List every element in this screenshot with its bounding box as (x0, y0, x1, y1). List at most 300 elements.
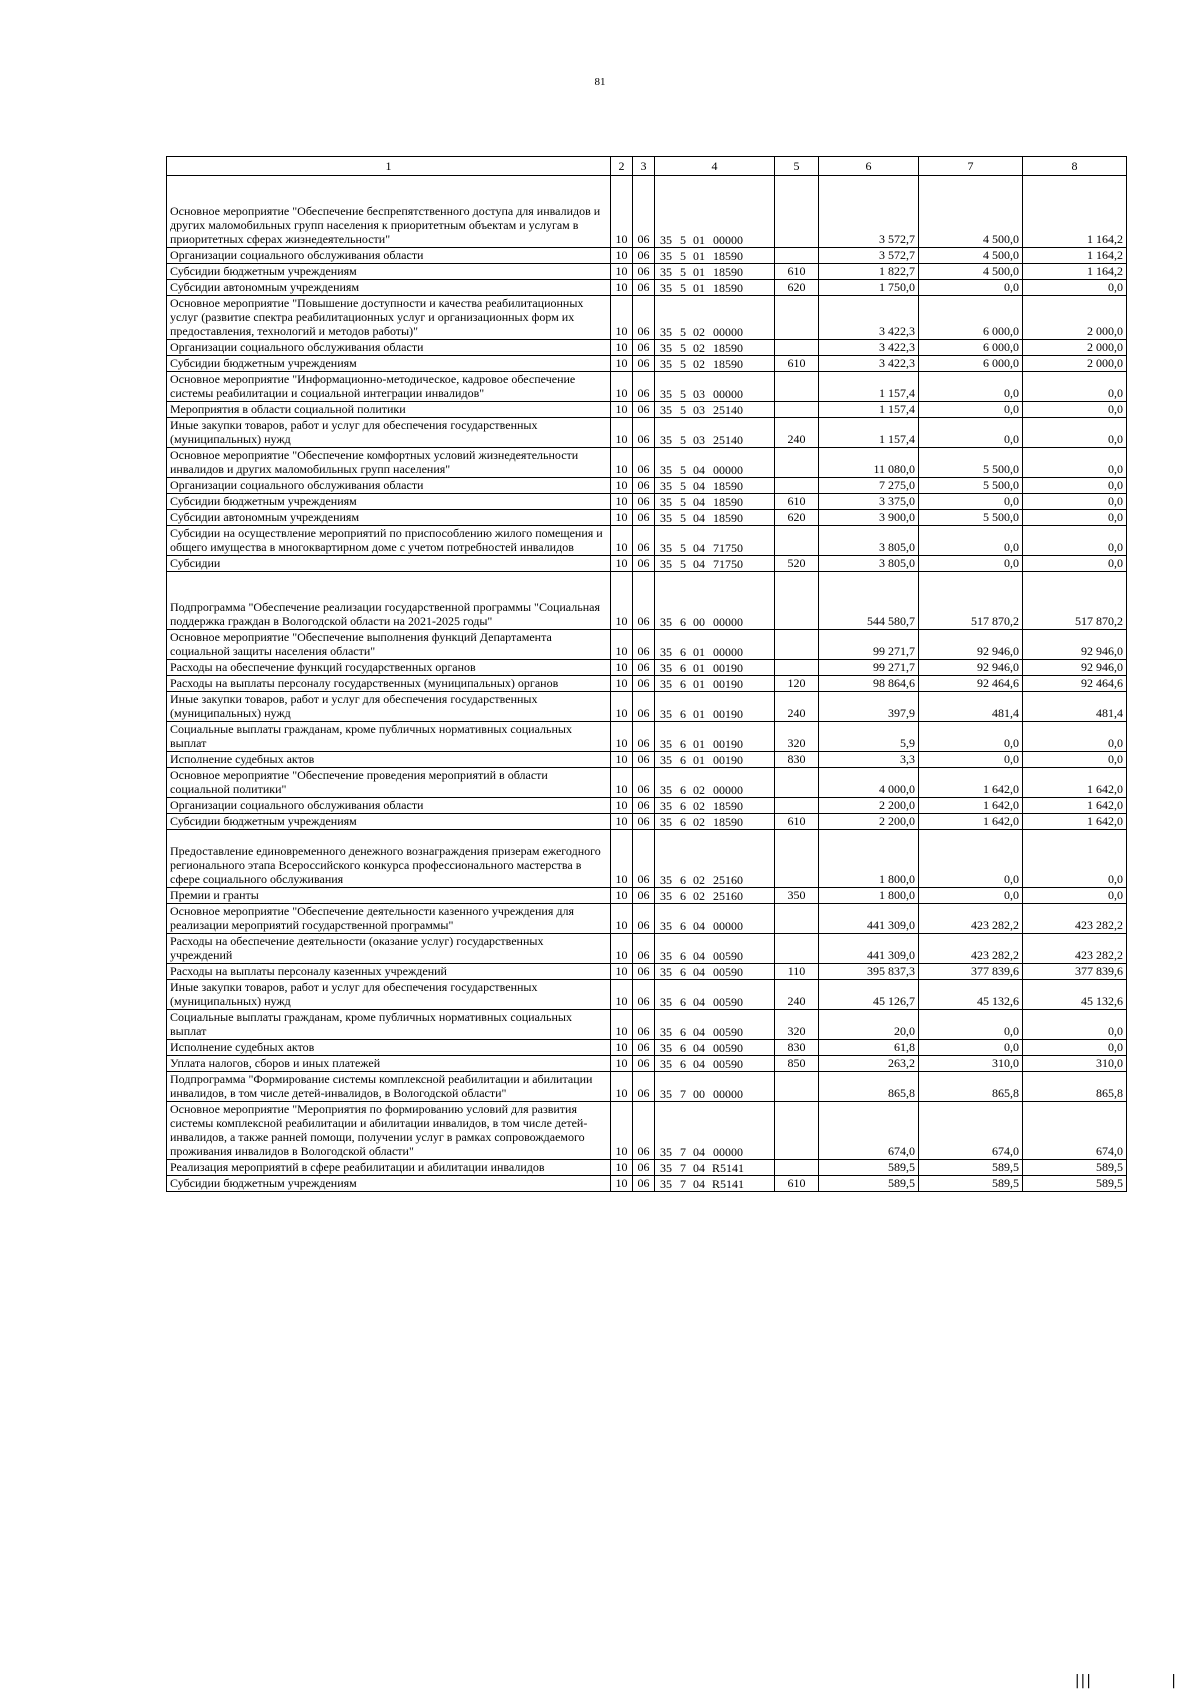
code-part-k1: 35 (660, 1145, 672, 1159)
row-name: Социальные выплаты гражданам, кроме публичных нормативных социальных выплат (170, 722, 572, 750)
amount-col-6: 1 800,0 (819, 888, 919, 904)
code-part-k4: 18590 (713, 281, 743, 295)
amount-col-8: 0,0 (1023, 830, 1127, 888)
code-part-k1: 35 (660, 403, 672, 417)
target-article-code (655, 798, 775, 814)
code-part-k1: 35 (660, 1177, 672, 1191)
code-part-k1: 35 (660, 949, 672, 963)
target-article-code (655, 768, 775, 798)
amount-col-8: 423 282,2 (1023, 934, 1127, 964)
expense-type-code: 120 (775, 676, 819, 692)
code-part-k4: 18590 (713, 495, 743, 509)
expense-type-code: 620 (775, 280, 819, 296)
amount-col-6: 3 375,0 (819, 494, 919, 510)
table-row (167, 264, 1127, 280)
code-part-k4: 00590 (713, 1057, 743, 1071)
table-row (167, 1102, 1127, 1160)
row-name-cell (167, 964, 611, 980)
amount-col-7: 45 132,6 (919, 980, 1023, 1010)
code-part-k1: 35 (660, 557, 672, 571)
code-part-k1: 35 (660, 783, 672, 797)
code-part-k3: 04 (693, 949, 705, 963)
header-col-6: 6 (819, 157, 919, 176)
amount-col-7: 310,0 (919, 1056, 1023, 1072)
subsection-code: 06 (633, 176, 655, 248)
code-part-k1: 35 (660, 463, 672, 477)
amount-col-6: 98 864,6 (819, 676, 919, 692)
section-code: 10 (611, 1010, 633, 1040)
expense-type-code (775, 572, 819, 630)
amount-col-6: 397,9 (819, 692, 919, 722)
row-name: Уплата налогов, сборов и иных платежей (170, 1056, 381, 1070)
section-code: 10 (611, 888, 633, 904)
header-col-7: 7 (919, 157, 1023, 176)
code-part-k2: 5 (680, 433, 686, 447)
subsection-code: 06 (633, 494, 655, 510)
amount-col-6: 61,8 (819, 1040, 919, 1056)
amount-col-7: 0,0 (919, 1040, 1023, 1056)
amount-col-6: 3 805,0 (819, 526, 919, 556)
code-part-k3: 04 (693, 463, 705, 477)
code-part-k2: 7 (680, 1087, 686, 1101)
row-name-cell (167, 296, 611, 340)
code-part-k2: 5 (680, 357, 686, 371)
code-part-k4: 18590 (713, 799, 743, 813)
code-part-k2: 5 (680, 281, 686, 295)
section-code: 10 (611, 280, 633, 296)
target-article-code (655, 692, 775, 722)
section-code: 10 (611, 296, 633, 340)
row-name: Основное мероприятие "Обеспечение проведения мероприятий в области социальной политики" (170, 768, 548, 796)
code-part-k2: 5 (680, 341, 686, 355)
section-code: 10 (611, 418, 633, 448)
expense-type-code: 620 (775, 510, 819, 526)
code-part-k3: 01 (693, 265, 705, 279)
amount-col-8: 92 464,6 (1023, 676, 1127, 692)
row-name-cell (167, 660, 611, 676)
expense-type-code (775, 768, 819, 798)
code-part-k1: 35 (660, 873, 672, 887)
code-part-k4: R5141 (711, 1161, 744, 1175)
target-article-code (655, 904, 775, 934)
amount-col-7: 6 000,0 (919, 296, 1023, 340)
amount-col-6: 5,9 (819, 722, 919, 752)
code-part-k4: 00000 (713, 1145, 743, 1159)
amount-col-6: 395 837,3 (819, 964, 919, 980)
code-part-k2: 6 (680, 1025, 686, 1039)
subsection-code: 06 (633, 1160, 655, 1176)
amount-col-7: 0,0 (919, 494, 1023, 510)
row-name: Расходы на выплаты персоналу казенных учреждений (170, 964, 447, 978)
code-part-k1: 35 (660, 325, 672, 339)
amount-col-6: 3 422,3 (819, 340, 919, 356)
footer-mark-right: | (1171, 1673, 1176, 1689)
amount-col-6: 3 900,0 (819, 510, 919, 526)
row-name-cell (167, 630, 611, 660)
target-article-code (655, 356, 775, 372)
table-row (167, 526, 1127, 556)
code-part-k2: 6 (680, 995, 686, 1009)
expense-type-code: 240 (775, 418, 819, 448)
code-part-k4: 00000 (713, 919, 743, 933)
code-part-k3: 03 (693, 387, 705, 401)
row-name-cell (167, 1072, 611, 1102)
code-part-k2: 5 (680, 249, 686, 263)
amount-col-7: 0,0 (919, 888, 1023, 904)
code-part-k2: 6 (680, 873, 686, 887)
expense-type-code: 520 (775, 556, 819, 572)
amount-col-7: 0,0 (919, 402, 1023, 418)
code-part-k2: 6 (680, 889, 686, 903)
code-part-k2: 6 (680, 753, 686, 767)
code-part-k2: 7 (680, 1177, 686, 1191)
code-part-k3: 01 (693, 707, 705, 721)
code-part-k4: 18590 (713, 815, 743, 829)
row-name-cell (167, 830, 611, 888)
amount-col-8: 0,0 (1023, 372, 1127, 402)
code-part-k1: 35 (660, 281, 672, 295)
expense-type-code (775, 630, 819, 660)
amount-col-7: 589,5 (919, 1160, 1023, 1176)
target-article-code (655, 814, 775, 830)
row-name: Субсидии на осуществление мероприятий по приспособлению жилого помещения и общего имущества в многоквартирном доме с учетом потребностей инвалидов (170, 526, 603, 554)
amount-col-8: 1 642,0 (1023, 814, 1127, 830)
code-part-k1: 35 (660, 249, 672, 263)
row-name: Исполнение судебных актов (170, 1040, 315, 1054)
code-part-k3: 04 (693, 1057, 705, 1071)
amount-col-6: 589,5 (819, 1160, 919, 1176)
row-name-cell (167, 904, 611, 934)
subsection-code: 06 (633, 676, 655, 692)
amount-col-6: 1 157,4 (819, 418, 919, 448)
subsection-code: 06 (633, 934, 655, 964)
code-part-k2: 6 (680, 737, 686, 751)
code-part-k3: 04 (693, 1041, 705, 1055)
target-article-code (655, 830, 775, 888)
subsection-code: 06 (633, 402, 655, 418)
code-part-k2: 7 (680, 1161, 686, 1175)
expense-type-code: 850 (775, 1056, 819, 1072)
code-part-k2: 5 (680, 479, 686, 493)
code-part-k4: 00000 (713, 783, 743, 797)
expense-type-code: 110 (775, 964, 819, 980)
row-name: Мероприятия в области социальной политики (170, 402, 406, 416)
code-part-k4: 00190 (713, 737, 743, 751)
expense-type-code: 610 (775, 356, 819, 372)
subsection-code: 06 (633, 1010, 655, 1040)
amount-col-8: 517 870,2 (1023, 572, 1127, 630)
budget-table-wrapper (166, 156, 1127, 1192)
code-part-k3: 01 (693, 753, 705, 767)
row-name: Субсидии (170, 556, 221, 570)
expense-type-code: 240 (775, 692, 819, 722)
target-article-code (655, 676, 775, 692)
subsection-code: 06 (633, 722, 655, 752)
target-article-code (655, 572, 775, 630)
code-part-k1: 35 (660, 919, 672, 933)
expense-type-code: 350 (775, 888, 819, 904)
section-code: 10 (611, 372, 633, 402)
section-code: 10 (611, 676, 633, 692)
code-part-k1: 35 (660, 645, 672, 659)
amount-col-8: 0,0 (1023, 478, 1127, 494)
code-part-k3: 03 (693, 433, 705, 447)
amount-col-8: 0,0 (1023, 752, 1127, 768)
amount-col-7: 0,0 (919, 526, 1023, 556)
target-article-code (655, 980, 775, 1010)
amount-col-8: 0,0 (1023, 510, 1127, 526)
target-article-code (655, 556, 775, 572)
subsection-code: 06 (633, 630, 655, 660)
subsection-code: 06 (633, 448, 655, 478)
row-name: Субсидии бюджетным учреждениям (170, 814, 357, 828)
amount-col-7: 0,0 (919, 418, 1023, 448)
subsection-code: 06 (633, 526, 655, 556)
row-name: Премии и гранты (170, 888, 259, 902)
table-row (167, 830, 1127, 888)
code-part-k2: 6 (680, 949, 686, 963)
code-part-k3: 04 (693, 557, 705, 571)
row-name: Предоставление единовременного денежного вознаграждения призерам ежегодного регионального этапа Всероссийского конкурса профессионального мастерства в сфере социального обслуживания (170, 844, 601, 886)
amount-col-8: 1 164,2 (1023, 248, 1127, 264)
subsection-code: 06 (633, 418, 655, 448)
amount-col-8: 1 164,2 (1023, 176, 1127, 248)
amount-col-6: 1 822,7 (819, 264, 919, 280)
row-name-cell (167, 526, 611, 556)
code-part-k3: 01 (693, 661, 705, 675)
code-part-k2: 5 (680, 495, 686, 509)
code-part-k4: 00590 (713, 995, 743, 1009)
amount-col-7: 517 870,2 (919, 572, 1023, 630)
row-name: Расходы на обеспечение деятельности (оказание услуг) государственных учреждений (170, 934, 544, 962)
code-part-k1: 35 (660, 661, 672, 675)
amount-col-6: 3 572,7 (819, 248, 919, 264)
expense-type-code (775, 1160, 819, 1176)
subsection-code: 06 (633, 556, 655, 572)
target-article-code (655, 264, 775, 280)
blank-line (170, 572, 607, 586)
amount-col-7: 5 500,0 (919, 448, 1023, 478)
target-article-code (655, 248, 775, 264)
code-part-k1: 35 (660, 233, 672, 247)
target-article-code (655, 280, 775, 296)
row-name: Субсидии автономным учреждениям (170, 510, 360, 524)
target-article-code (655, 418, 775, 448)
table-row (167, 692, 1127, 722)
amount-col-8: 481,4 (1023, 692, 1127, 722)
amount-col-6: 3,3 (819, 752, 919, 768)
expense-type-code: 830 (775, 1040, 819, 1056)
table-row (167, 768, 1127, 798)
amount-col-7: 481,4 (919, 692, 1023, 722)
expense-type-code: 320 (775, 722, 819, 752)
section-code: 10 (611, 798, 633, 814)
target-article-code (655, 372, 775, 402)
row-name: Субсидии бюджетным учреждениям (170, 356, 357, 370)
footer-mark-left: ||| (1074, 1673, 1092, 1689)
row-name: Расходы на обеспечение функций государственных органов (170, 660, 476, 674)
target-article-code (655, 1102, 775, 1160)
row-name: Основное мероприятие "Обеспечение выполнения функций Департамента социальной защиты населения области" (170, 630, 552, 658)
code-part-k3: 02 (693, 783, 705, 797)
code-part-k2: 5 (680, 387, 686, 401)
expense-type-code (775, 402, 819, 418)
row-name-cell (167, 768, 611, 798)
code-part-k1: 35 (660, 387, 672, 401)
target-article-code (655, 1176, 775, 1192)
table-row (167, 798, 1127, 814)
row-name-cell (167, 934, 611, 964)
section-code: 10 (611, 264, 633, 280)
table-body (167, 176, 1127, 1192)
target-article-code (655, 402, 775, 418)
target-article-code (655, 934, 775, 964)
row-name: Организации социального обслуживания области (170, 478, 424, 492)
blank-line (170, 190, 607, 204)
expense-type-code: 320 (775, 1010, 819, 1040)
expense-type-code: 240 (775, 980, 819, 1010)
amount-col-7: 6 000,0 (919, 356, 1023, 372)
code-part-k4: 00000 (713, 645, 743, 659)
amount-col-8: 1 642,0 (1023, 768, 1127, 798)
row-name-cell (167, 814, 611, 830)
code-part-k3: 02 (693, 357, 705, 371)
row-name-cell (167, 752, 611, 768)
header-col-4: 4 (655, 157, 775, 176)
row-name-cell (167, 572, 611, 630)
row-name-cell (167, 264, 611, 280)
section-code: 10 (611, 448, 633, 478)
code-part-k4: 18590 (713, 249, 743, 263)
expense-type-code: 610 (775, 1176, 819, 1192)
subsection-code: 06 (633, 904, 655, 934)
row-name-cell (167, 176, 611, 248)
amount-col-6: 4 000,0 (819, 768, 919, 798)
amount-col-8: 310,0 (1023, 1056, 1127, 1072)
code-part-k4: 71750 (713, 557, 743, 571)
code-part-k4: 00590 (713, 965, 743, 979)
section-code: 10 (611, 556, 633, 572)
table-row (167, 296, 1127, 340)
code-part-k3: 01 (693, 233, 705, 247)
code-part-k4: 00000 (713, 233, 743, 247)
section-code: 10 (611, 478, 633, 494)
amount-col-7: 0,0 (919, 1010, 1023, 1040)
row-name-cell (167, 372, 611, 402)
table-row (167, 1160, 1127, 1176)
code-part-k3: 04 (693, 919, 705, 933)
section-code: 10 (611, 692, 633, 722)
amount-col-8: 0,0 (1023, 448, 1127, 478)
subsection-code: 06 (633, 280, 655, 296)
header-col-8: 8 (1023, 157, 1127, 176)
section-code: 10 (611, 934, 633, 964)
code-part-k4: 71750 (713, 541, 743, 555)
row-name: Субсидии бюджетным учреждениям (170, 494, 357, 508)
amount-col-6: 674,0 (819, 1102, 919, 1160)
expense-type-code (775, 830, 819, 888)
amount-col-7: 92 946,0 (919, 660, 1023, 676)
amount-col-7: 92 946,0 (919, 630, 1023, 660)
amount-col-6: 3 422,3 (819, 356, 919, 372)
row-name-cell (167, 798, 611, 814)
amount-col-8: 0,0 (1023, 494, 1127, 510)
expense-type-code (775, 176, 819, 248)
amount-col-8: 2 000,0 (1023, 296, 1127, 340)
code-part-k4: 18590 (713, 357, 743, 371)
table-row (167, 478, 1127, 494)
row-name: Субсидии автономным учреждениям (170, 280, 360, 294)
row-name: Иные закупки товаров, работ и услуг для обеспечения государственных (муниципальных) нужд (170, 980, 538, 1008)
expense-type-code: 610 (775, 814, 819, 830)
target-article-code (655, 448, 775, 478)
subsection-code: 06 (633, 768, 655, 798)
code-part-k3: 00 (693, 1087, 705, 1101)
code-part-k2: 5 (680, 233, 686, 247)
section-code: 10 (611, 356, 633, 372)
expense-type-code (775, 1072, 819, 1102)
row-name: Организации социального обслуживания области (170, 798, 424, 812)
code-part-k1: 35 (660, 495, 672, 509)
section-code: 10 (611, 402, 633, 418)
code-part-k4: 00000 (713, 1087, 743, 1101)
code-part-k1: 35 (660, 677, 672, 691)
row-name: Основное мероприятие "Мероприятия по формированию условий для развития системы комплексной реабилитации и абилитации инвалидов, в том числе детей-инвалидов, а также ранней помощи, получении услуг в рамках сопровождаемого проживания инвалидов в Вологодской области" (170, 1102, 588, 1158)
row-name-cell (167, 448, 611, 478)
code-part-k2: 6 (680, 919, 686, 933)
subsection-code: 06 (633, 1176, 655, 1192)
amount-col-6: 99 271,7 (819, 630, 919, 660)
amount-col-6: 1 157,4 (819, 372, 919, 402)
row-name: Организации социального обслуживания области (170, 248, 424, 262)
section-code: 10 (611, 494, 633, 510)
header-col-3: 3 (633, 157, 655, 176)
row-name: Реализация мероприятий в сфере реабилитации и абилитации инвалидов (170, 1160, 545, 1174)
code-part-k2: 6 (680, 645, 686, 659)
code-part-k3: 01 (693, 645, 705, 659)
amount-col-6: 2 200,0 (819, 798, 919, 814)
amount-col-7: 423 282,2 (919, 904, 1023, 934)
section-code: 10 (611, 814, 633, 830)
code-part-k3: 04 (693, 995, 705, 1009)
code-part-k2: 5 (680, 541, 686, 555)
expense-type-code (775, 372, 819, 402)
amount-col-7: 423 282,2 (919, 934, 1023, 964)
code-part-k2: 6 (680, 661, 686, 675)
row-name-cell (167, 280, 611, 296)
row-name: Основное мероприятие "Повышение доступности и качества реабилитационных услуг (развитие спектра реабилитационных услуг и организационных форм их предоставления, технологий и методов работы)" (170, 296, 584, 338)
amount-col-6: 1 157,4 (819, 402, 919, 418)
section-code: 10 (611, 752, 633, 768)
code-part-k1: 35 (660, 707, 672, 721)
target-article-code (655, 1160, 775, 1176)
expense-type-code (775, 296, 819, 340)
table-row (167, 964, 1127, 980)
subsection-code: 06 (633, 372, 655, 402)
target-article-code (655, 660, 775, 676)
row-name: Основное мероприятие "Обеспечение беспрепятственного доступа для инвалидов и других маломобильных групп населения к приоритетным объектам и услугам в приоритетных сферах жизнедеятельности" (170, 204, 601, 246)
code-part-k4: 25160 (713, 873, 743, 887)
amount-col-6: 263,2 (819, 1056, 919, 1072)
code-part-k4: 00590 (713, 1025, 743, 1039)
table-row (167, 1176, 1127, 1192)
target-article-code (655, 1040, 775, 1056)
table-row (167, 630, 1127, 660)
amount-col-8: 0,0 (1023, 1040, 1127, 1056)
target-article-code (655, 176, 775, 248)
code-part-k4: 00190 (713, 707, 743, 721)
amount-col-7: 0,0 (919, 722, 1023, 752)
